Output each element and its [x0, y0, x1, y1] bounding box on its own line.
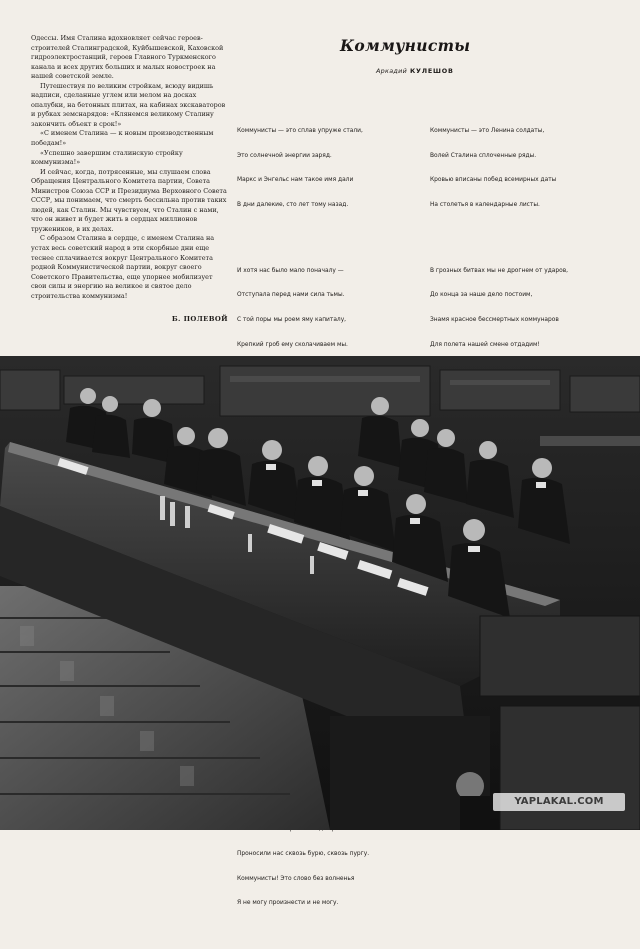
- poem-line: На столетья в календарные листы.: [430, 201, 540, 208]
- poem-line: В грозных битвах мы не дрогнем от ударов,: [430, 267, 569, 274]
- article-paragraph: И сейчас, когда, потрясенные, мы слушаем слова Обращения Центрального Комитета партии, Совета Министров Союза ССР и Президиума Верховного Совета СССР, мы понимаем, что смерть бессильна против таких людей, как Сталин. Мы чувствуем, что Сталин с нами, что он живет и будет жить в сердцах миллионов тружеников, в их делах.: [31, 167, 227, 233]
- poem-line: С той поры мы роем яму капиталу,: [237, 316, 347, 323]
- poem-line: Коммунисты — это сплав упруже стали,: [237, 127, 363, 134]
- photo-illustration: [0, 356, 640, 830]
- article-paragraph: Путешествуя по великим стройкам, всюду видишь надписи, сделанные углем или мелом на досках опалубки, на бетонных плитах, на кабинах экскаваторов и рубках земснарядов: «Клянемся великому Сталину закончить объект в срок!»: [31, 81, 226, 128]
- poem-title: Коммунисты: [340, 36, 471, 55]
- watermark: YAPLAKAL.COM: [493, 793, 625, 811]
- article-paragraph: Одессы. Имя Сталина вдохновляет сейчас героев-строителей Сталинградской, Куйбышевской, Каховской гидроэлектростанций, героев Главного Туркменского канала и всех других больших и малых новостроек на нашей советской земле.: [31, 34, 224, 81]
- photo-presidium: [0, 356, 640, 830]
- poem-line: Проносили нас сквозь бурю, сквозь пургу.: [237, 850, 370, 857]
- poem-line: В дни далекие, сто лет тому назад.: [237, 201, 349, 208]
- article-text: [31, 34, 227, 301]
- poem-line: Отступала перед нами сила тьмы.: [237, 292, 345, 299]
- poem-line: Коммунисты! Это слово без волненья: [237, 875, 355, 882]
- poem-line: Я не могу произнести и не могу.: [237, 900, 339, 907]
- article-paragraph: С образом Сталина в сердце, с именем Сталина на устах весь советский народ в эти скорбные дни еще теснее сплачивается вокруг Центрального Комитета родной Коммунистической партии, вокруг своего Советского Правительства, еще упорнее мобилизует свои силы и энергию на великое и святое дело строительства коммунизма!: [31, 234, 215, 300]
- poem-stanza: [237, 250, 427, 365]
- poem-stanza: [430, 250, 616, 365]
- poem-stanza: [430, 110, 616, 225]
- poem-line: И хотя нас было мало поначалу —: [237, 267, 344, 274]
- article-paragraph: «С именем Сталина — к новым производственным победам!»: [31, 129, 214, 148]
- poem-line: Коммунисты — это Ленина солдаты,: [430, 127, 545, 134]
- poem-line: До конца за наше дело постоим,: [430, 292, 533, 299]
- poem-line: Это солнечной энергии заряд.: [237, 152, 332, 159]
- poem-line: Кровью вписаны побед всемирных даты: [430, 177, 557, 184]
- poem-stanza: [237, 110, 427, 225]
- article-paragraph: «Успешно завершим сталинскую стройку коммунизма!»: [31, 148, 183, 167]
- poem-line: Крепкий гроб ему сколачиваем мы.: [237, 341, 348, 348]
- poem-line: Для полета нашей смене отдадим!: [430, 341, 540, 348]
- article-author: Б. ПОЛЕВОЙ: [171, 315, 228, 323]
- poem-author-last: КУЛЕШОВ: [410, 67, 454, 75]
- poem-author-first: Аркадий: [376, 67, 408, 75]
- poem-line: Знамя красное бессмертных коммунаров: [430, 316, 559, 323]
- poem-line: Волей Сталина сплоченные ряды.: [430, 152, 537, 159]
- poem-author: [376, 67, 454, 75]
- poem-line: Маркс и Энгельс нам такое имя дали: [237, 177, 354, 184]
